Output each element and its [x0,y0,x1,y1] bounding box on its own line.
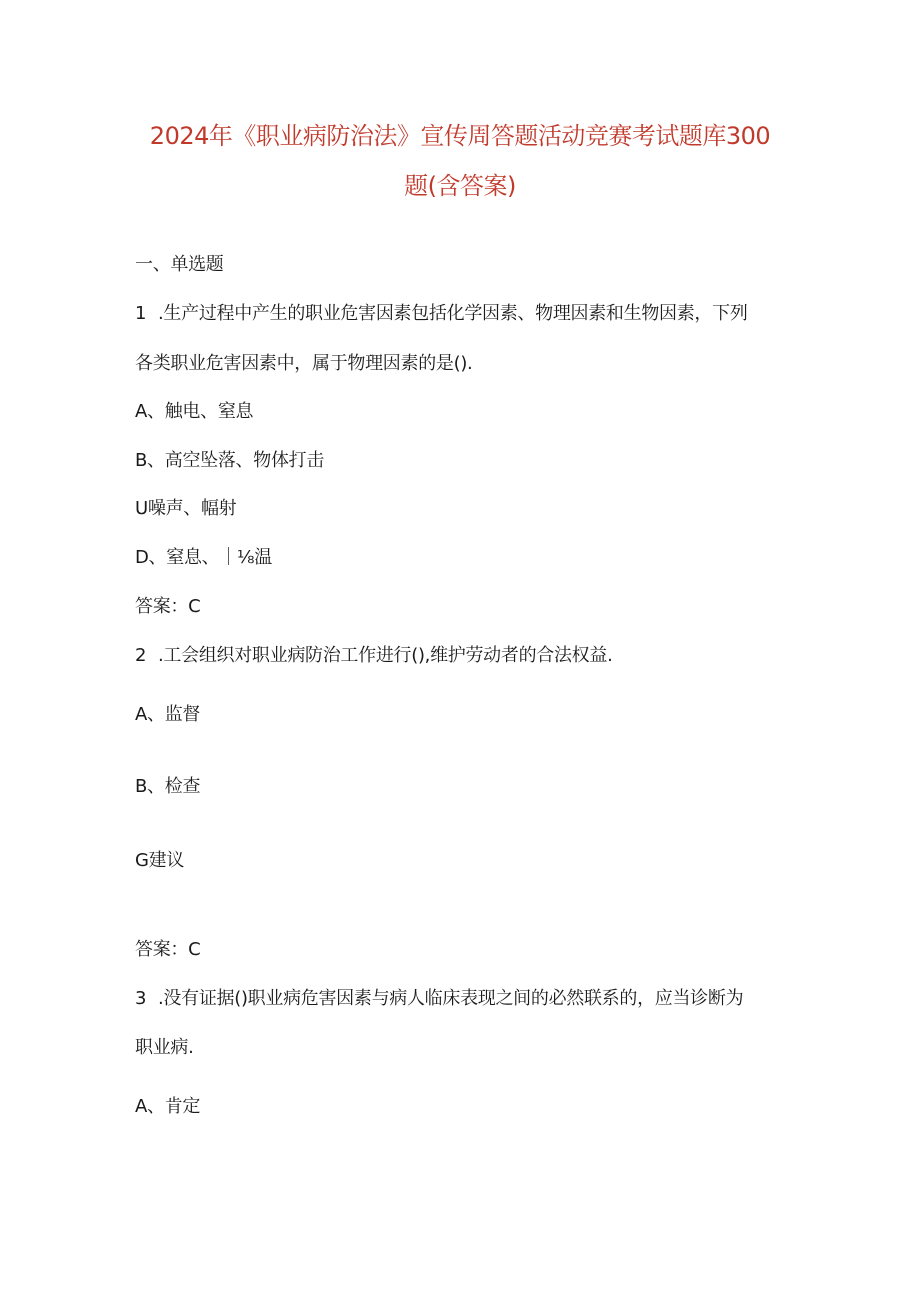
question-2-option-b: B、检查 [135,776,201,797]
question-1-text-line-2: 各类职业危害因素中，属于物理因素的是(). [135,353,473,374]
question-2-option-c: G建议 [135,850,185,871]
question-3-option-a: A、肯定 [135,1096,201,1117]
question-1-option-d: D、窒息、｜⅛温 [135,547,272,568]
question-1-text-line-1 [135,302,748,326]
question-1-number: 1 [135,303,147,324]
question-1-option-b: B、高空坠落、物体打击 [135,450,325,471]
question-2-option-a: A、监督 [135,704,201,725]
document-title-line-2: 题(含答案) [404,172,516,200]
question-3-text-line-1 [135,987,743,1011]
question-2-text-line-1 [135,644,613,668]
question-2-answer: 答案：C [135,939,201,960]
question-2-number: 2 [135,645,147,666]
question-1-answer: 答案：C [135,596,201,617]
question-2-text: .工会组织对职业病防治工作进行(),维护劳动者的合法权益. [158,645,613,666]
document-title-line-1: 2024年《职业病防治法》宣传周答题活动竞赛考试题库300 [149,122,771,150]
question-1-text: .生产过程中产生的职业危害因素包括化学因素、物理因素和生物因素，下列 [158,303,748,324]
question-1-option-a: A、触电、窒息 [135,401,254,422]
question-3-number: 3 [135,988,147,1009]
section-heading: 一、单选题 [135,254,224,275]
question-3-text: .没有证据()职业病危害因素与病人临床表现之间的必然联系的，应当诊断为 [158,988,744,1009]
question-1-option-c: U噪声、幅射 [135,498,237,519]
question-3-text-line-2: 职业病. [135,1037,194,1058]
